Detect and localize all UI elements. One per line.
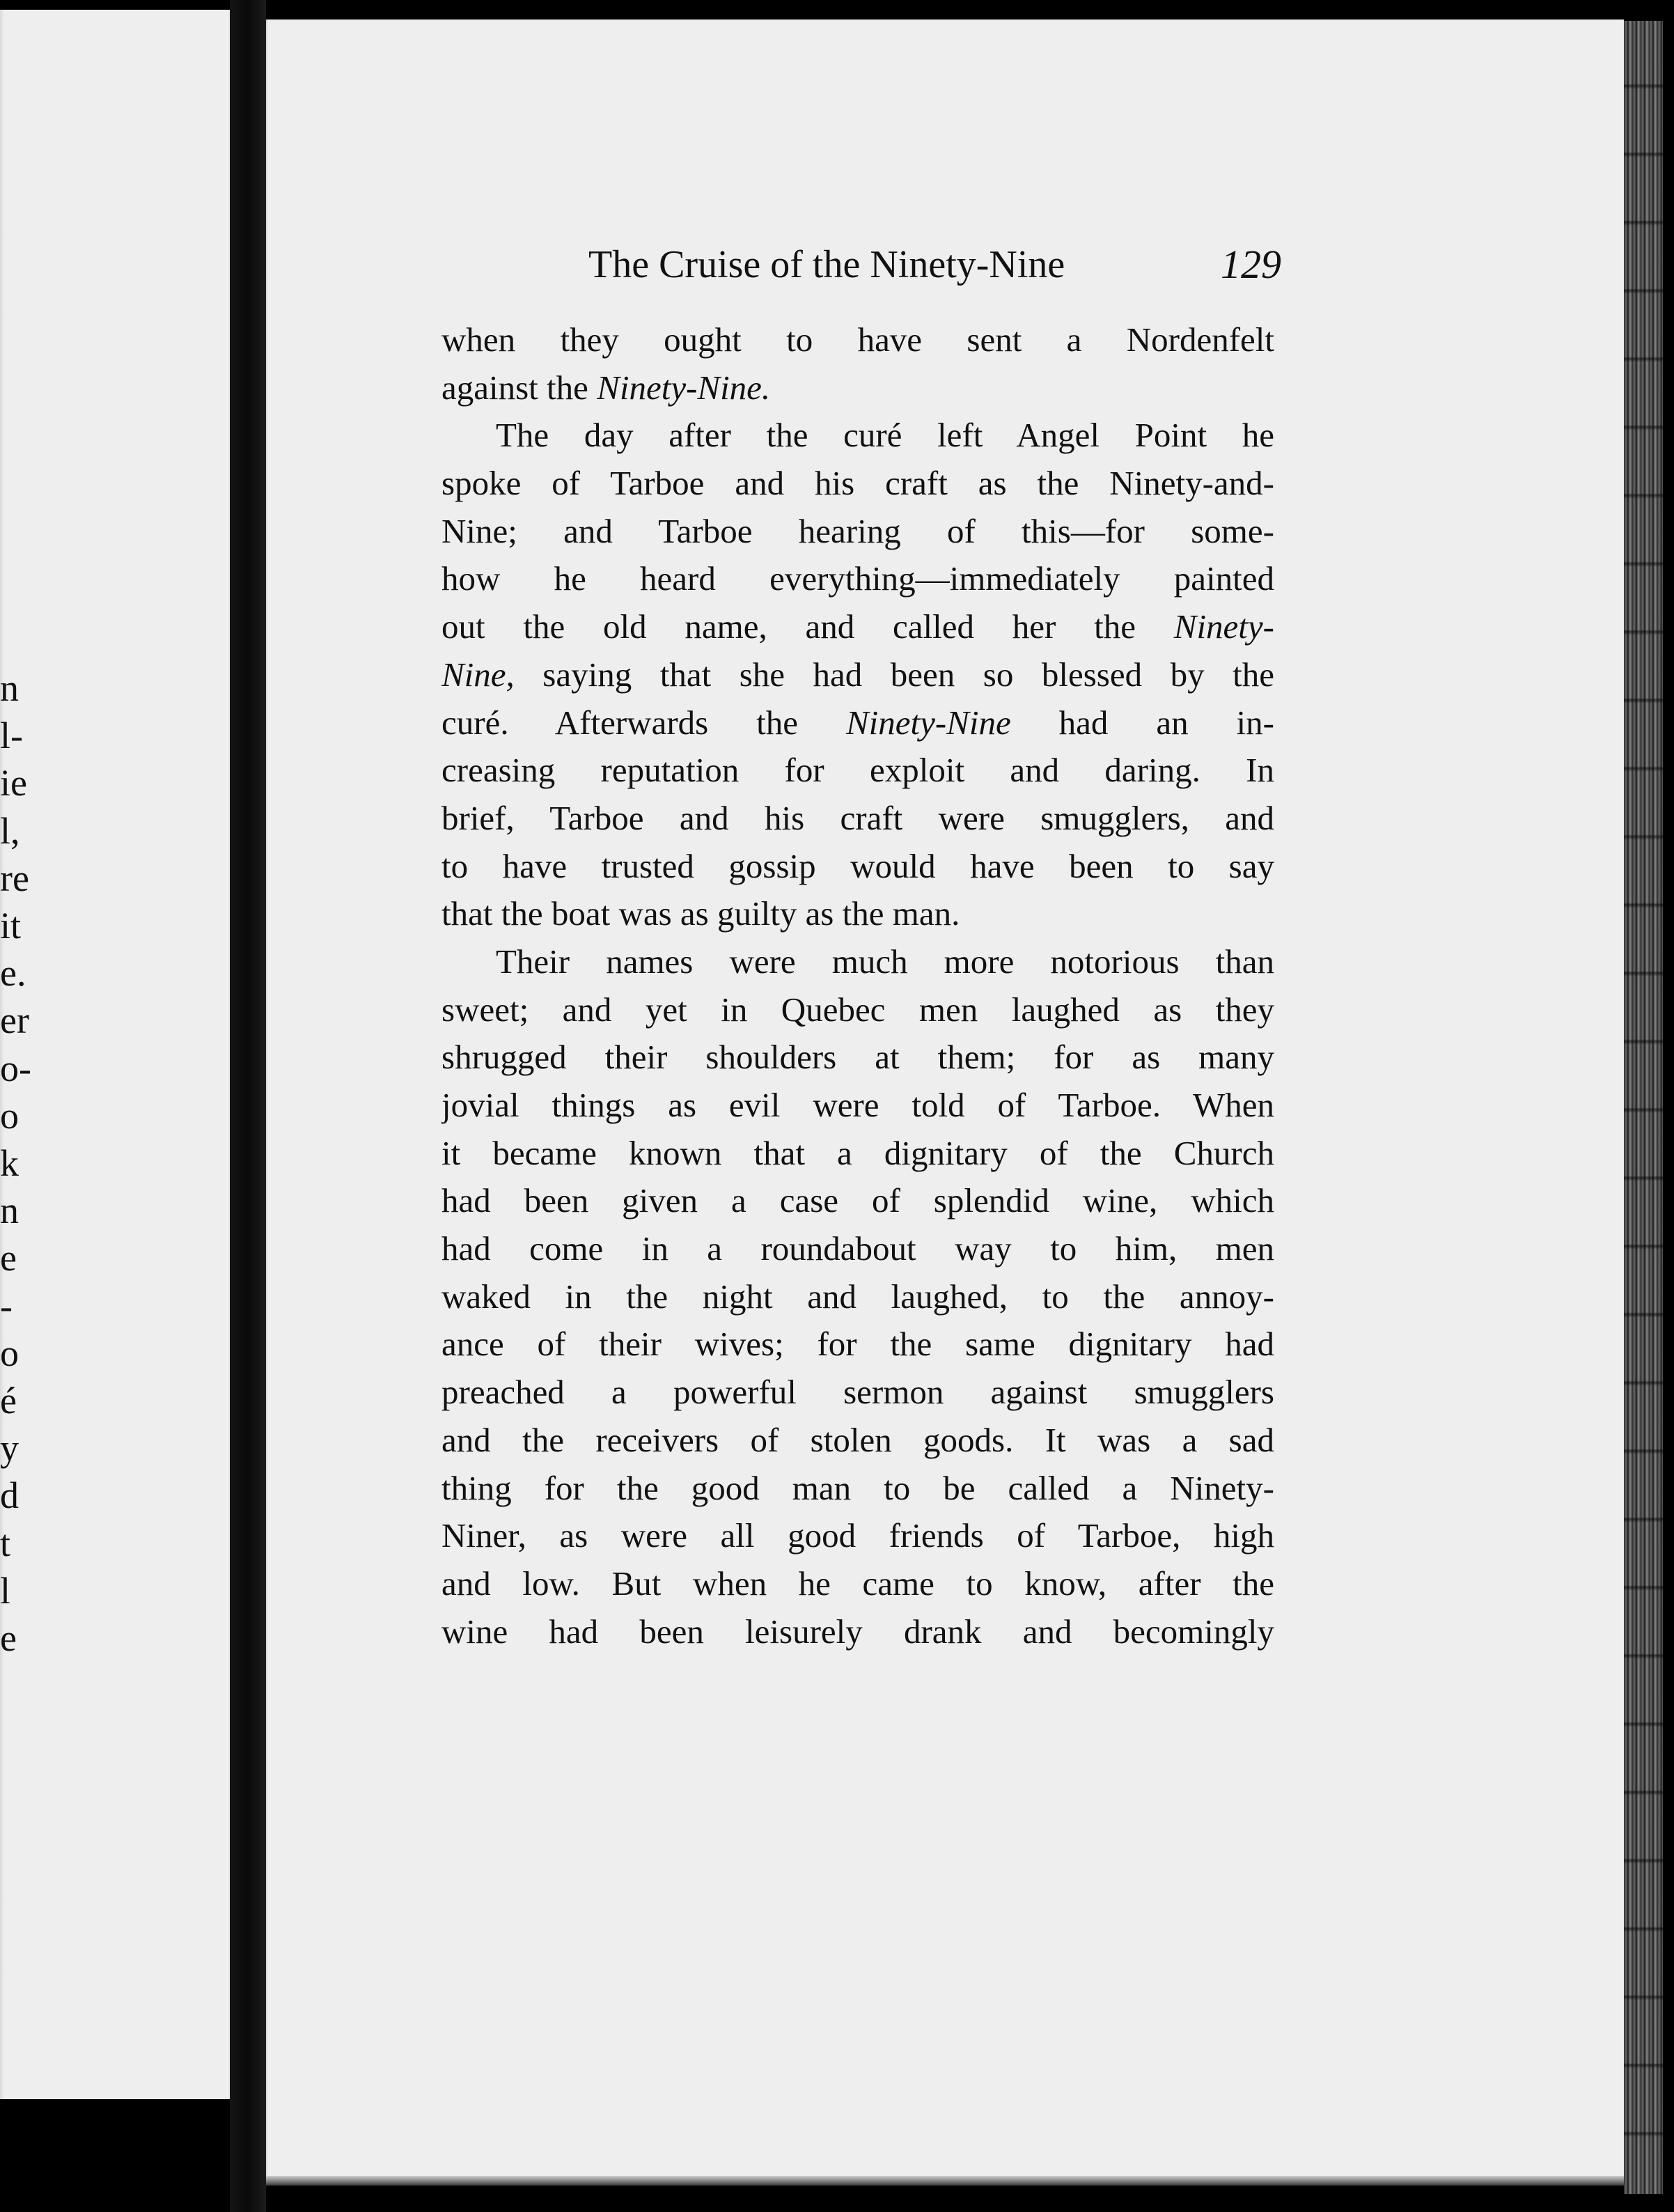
text-line: jovial things as evil were told of Tarboe. When bbox=[441, 1086, 1274, 1124]
text-line: and the receivers of stolen goods. It was a sad bbox=[441, 1420, 1274, 1459]
text-line: brief, Tarboe and his craft were smugglers, and bbox=[441, 798, 1274, 837]
text-line: waked in the night and laughed, to the annoy- bbox=[441, 1277, 1274, 1316]
text-line: when they ought to have sent a Nordenfelt bbox=[441, 320, 1274, 359]
body-text bbox=[441, 316, 1274, 1656]
text-line: wine had been leisurely drank and becomingly bbox=[441, 1612, 1274, 1651]
page-number: 129 bbox=[1221, 242, 1281, 287]
facing-page-fragment: o- bbox=[0, 1047, 31, 1089]
running-title: The Cruise of the Ninety-Nine bbox=[588, 243, 1065, 286]
facing-page-fragment: n bbox=[0, 667, 19, 709]
text-line: had been given a case of splendid wine, which bbox=[441, 1181, 1274, 1220]
facing-page-fragment: o bbox=[0, 1094, 19, 1137]
text-line: ance of their wives; for the same dignitary had bbox=[441, 1325, 1274, 1364]
text-line: Nine; and Tarboe hearing of this—for some- bbox=[441, 511, 1274, 550]
text-line: thing for the good man to be called a Ninety- bbox=[441, 1468, 1274, 1507]
italic-ship-name: Nine, bbox=[441, 655, 515, 694]
text-line: spoke of Tarboe and his craft as the Ninety-and- bbox=[441, 464, 1274, 503]
text-run: had an in- bbox=[1010, 703, 1274, 742]
text-line: shrugged their shoulders at them; for as many bbox=[441, 1038, 1274, 1077]
text-run: saying that she had been so blessed by the bbox=[514, 655, 1274, 694]
facing-page-fragment: l bbox=[0, 1569, 11, 1612]
text-line: sweet; and yet in Quebec men laughed as they bbox=[441, 990, 1274, 1029]
facing-page-fragment: - bbox=[0, 1284, 13, 1327]
text-line bbox=[441, 651, 1274, 699]
facing-page-fragment: it bbox=[0, 905, 22, 947]
text-line: Niner, as were all good friends of Tarboe, high bbox=[441, 1516, 1274, 1555]
text-line: had come in a roundabout way to him, men bbox=[441, 1229, 1274, 1268]
facing-page-fragment: n bbox=[0, 1190, 19, 1232]
facing-page-fragment: er bbox=[0, 999, 29, 1042]
text-line bbox=[441, 699, 1274, 747]
text-line bbox=[441, 364, 1274, 412]
running-header bbox=[446, 237, 1281, 299]
facing-page-edge bbox=[0, 10, 230, 2099]
facing-page-fragment: t bbox=[0, 1522, 11, 1564]
text-line bbox=[441, 603, 1274, 651]
page-bottom-edge bbox=[266, 2176, 1624, 2186]
text-line: Their names were much more notorious than bbox=[496, 942, 1274, 981]
text-line: creasing reputation for exploit and daring. In bbox=[441, 751, 1274, 790]
facing-page-fragment: re bbox=[0, 857, 29, 899]
facing-page-fragment: e bbox=[0, 1617, 17, 1659]
facing-page-fragment: l, bbox=[0, 809, 20, 852]
facing-page-fragment: e. bbox=[0, 952, 26, 995]
text-run: out the old name, and called her the bbox=[441, 607, 1174, 646]
text-line: The day after the curé left Angel Point he bbox=[496, 416, 1274, 455]
book-fore-edge bbox=[1624, 21, 1663, 2194]
facing-page-fragment: ie bbox=[0, 762, 27, 804]
facing-page bbox=[0, 10, 230, 2099]
book-gutter bbox=[230, 0, 266, 2212]
facing-page-fragment: o bbox=[0, 1332, 19, 1374]
text-line: that the boat was as guilty as the man. bbox=[441, 894, 960, 933]
facing-page-fragment: l- bbox=[0, 715, 23, 757]
facing-page-fragment: d bbox=[0, 1474, 19, 1517]
facing-page-fragment: e bbox=[0, 1237, 17, 1279]
facing-page-fragment: k bbox=[0, 1142, 19, 1184]
text-line: and low. But when he came to know, after the bbox=[441, 1564, 1274, 1603]
text-run: curé. Afterwards the bbox=[441, 703, 846, 742]
facing-page-fragment: y bbox=[0, 1427, 19, 1470]
italic-ship-name: Ninety- bbox=[1173, 607, 1274, 646]
italic-ship-name: Ninety-Nine. bbox=[597, 368, 771, 407]
facing-page-fragment: é bbox=[0, 1380, 17, 1422]
text-line: it became known that a dignitary of the Church bbox=[441, 1133, 1274, 1172]
text-line: how he heard everything—immediately painted bbox=[441, 559, 1274, 598]
text-run: against the bbox=[441, 368, 597, 407]
text-line: to have trusted gossip would have been to say bbox=[441, 846, 1274, 885]
italic-ship-name: Ninety-Nine bbox=[845, 703, 1011, 742]
text-line: preached a powerful sermon against smugglers bbox=[441, 1373, 1274, 1412]
